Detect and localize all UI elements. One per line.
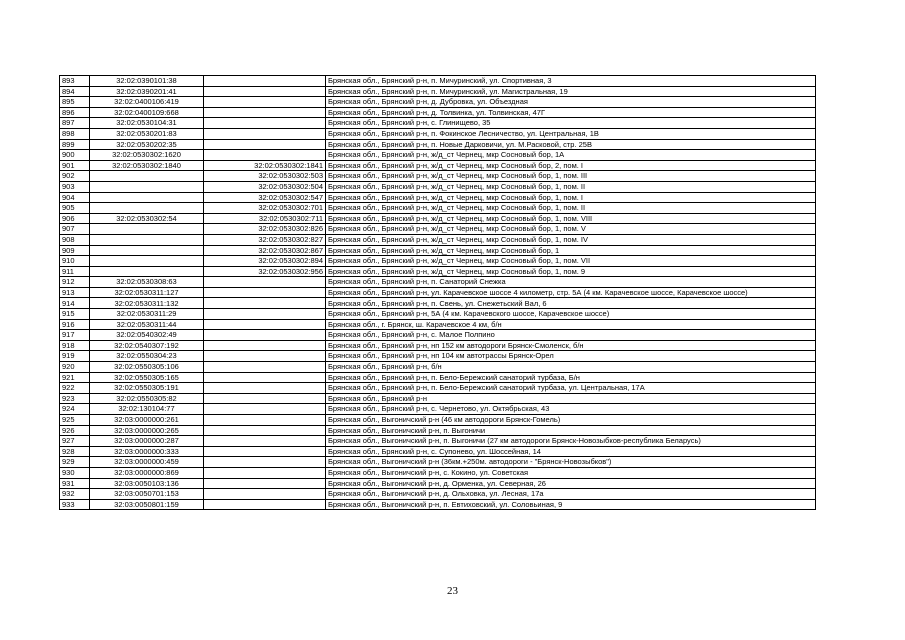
table-row (60, 383, 816, 394)
row-number-cell: 912 (60, 277, 90, 288)
row-number-cell: 905 (60, 203, 90, 214)
address-cell: Брянская обл., Брянский р-н, п. Бело-Бережский санаторий турбаза, ул. Центральная, 17А (326, 383, 816, 394)
row-number-cell: 898 (60, 128, 90, 139)
row-number-cell: 906 (60, 213, 90, 224)
row-number-cell: 913 (60, 287, 90, 298)
cadastral-number-cell (90, 224, 204, 235)
related-cadastral-number-cell (204, 118, 326, 129)
row-number-cell: 901 (60, 160, 90, 171)
row-number-cell: 923 (60, 393, 90, 404)
address-cell: Брянская обл., Выгоничский р-н (46 км автодороги Брянск-Гомель) (326, 415, 816, 426)
cadastral-number-cell: 32:02:0550305:191 (90, 383, 204, 394)
cadastral-number-cell: 32:02:0530311:29 (90, 309, 204, 320)
address-cell: Брянская обл., Брянский р-н, п. Фокинское Лесничество, ул. Центральная, 1В (326, 128, 816, 139)
row-number-cell: 911 (60, 266, 90, 277)
related-cadastral-number-cell (204, 446, 326, 457)
related-cadastral-number-cell (204, 499, 326, 510)
related-cadastral-number-cell: 32:02:0530302:504 (204, 181, 326, 192)
cadastral-number-cell (90, 181, 204, 192)
address-cell: Брянская обл., Брянский р-н, п. Мичуринский, ул. Спортивная, 3 (326, 76, 816, 87)
row-number-cell: 907 (60, 224, 90, 235)
cadastral-number-cell: 32:02:0530104:31 (90, 118, 204, 129)
related-cadastral-number-cell (204, 351, 326, 362)
row-number-cell: 920 (60, 362, 90, 373)
address-cell: Брянская обл., Брянский р-н, ж/д_ст Чернец, мкр Сосновый бор, 1, пом. I (326, 192, 816, 203)
table-row (60, 256, 816, 267)
cadastral-number-cell: 32:03:0000000:333 (90, 446, 204, 457)
related-cadastral-number-cell (204, 393, 326, 404)
address-cell: Брянская обл., Брянский р-н, нп 152 км автодороги Брянск-Смоленск, б/н (326, 340, 816, 351)
cadastral-number-cell (90, 245, 204, 256)
address-cell: Брянская обл., Брянский р-н, с. Чернетово, ул. Октябрьская, 43 (326, 404, 816, 415)
address-cell: Брянская обл., Брянский р-н, 5А (4 км. Карачевского шоссе, Карачевское шоссе) (326, 309, 816, 320)
row-number-cell: 927 (60, 436, 90, 447)
row-number-cell: 919 (60, 351, 90, 362)
related-cadastral-number-cell: 32:02:0530302:1841 (204, 160, 326, 171)
row-number-cell: 910 (60, 256, 90, 267)
cadastral-number-cell: 32:03:0000000:287 (90, 436, 204, 447)
row-number-cell: 908 (60, 234, 90, 245)
row-number-cell: 930 (60, 467, 90, 478)
cadastral-number-cell: 32:03:0050801:159 (90, 499, 204, 510)
table-row (60, 436, 816, 447)
row-number-cell: 931 (60, 478, 90, 489)
related-cadastral-number-cell (204, 107, 326, 118)
row-number-cell: 900 (60, 150, 90, 161)
row-number-cell: 895 (60, 97, 90, 108)
address-cell: Брянская обл., Брянский р-н, п. Новые Дарковичи, ул. М.Расковой, стр. 25В (326, 139, 816, 150)
related-cadastral-number-cell (204, 436, 326, 447)
table-row (60, 277, 816, 288)
table-row (60, 404, 816, 415)
row-number-cell: 932 (60, 489, 90, 500)
address-cell: Брянская обл., Выгоничский р-н, п. Выгоничи (27 км автодороги Брянск-Новозыбков-республика Беларусь) (326, 436, 816, 447)
address-cell: Брянская обл., Брянский р-н, нп 104 км автотрассы Брянск-Орел (326, 351, 816, 362)
row-number-cell: 896 (60, 107, 90, 118)
table-row (60, 97, 816, 108)
related-cadastral-number-cell: 32:02:0530302:701 (204, 203, 326, 214)
address-cell: Брянская обл., Выгоничский р-н, д. Ольховка, ул. Лесная, 17а (326, 489, 816, 500)
related-cadastral-number-cell (204, 489, 326, 500)
address-cell: Брянская обл., Выгоничский р-н, с. Кокино, ул. Советская (326, 467, 816, 478)
related-cadastral-number-cell (204, 404, 326, 415)
cadastral-number-cell: 32:02:0530302:1620 (90, 150, 204, 161)
row-number-cell: 925 (60, 415, 90, 426)
related-cadastral-number-cell (204, 362, 326, 373)
table-row (60, 287, 816, 298)
row-number-cell: 926 (60, 425, 90, 436)
table-row (60, 245, 816, 256)
table-row (60, 128, 816, 139)
table-row (60, 118, 816, 129)
cadastral-number-cell: 32:02:0530302:54 (90, 213, 204, 224)
cadastral-number-cell: 32:02:0530311:44 (90, 319, 204, 330)
cadastral-number-cell: 32:02:0390201:41 (90, 86, 204, 97)
related-cadastral-number-cell (204, 86, 326, 97)
row-number-cell: 897 (60, 118, 90, 129)
address-cell: Брянская обл., Брянский р-н, ж/д_ст Чернец, мкр Сосновый бор, 1, пом. 9 (326, 266, 816, 277)
table-row (60, 489, 816, 500)
related-cadastral-number-cell (204, 330, 326, 341)
address-cell: Брянская обл., Брянский р-н, ж/д_ст Чернец, мкр Сосновый бор, 1 (326, 245, 816, 256)
cadastral-number-cell (90, 192, 204, 203)
address-cell: Брянская обл., Выгоничский р-н (36км.+250м. автодороги - "Брянск-Новозыбков") (326, 457, 816, 468)
related-cadastral-number-cell: 32:02:0530302:867 (204, 245, 326, 256)
related-cadastral-number-cell: 32:02:0530302:826 (204, 224, 326, 235)
table-row (60, 415, 816, 426)
row-number-cell: 904 (60, 192, 90, 203)
table-row (60, 425, 816, 436)
table-row (60, 192, 816, 203)
registry-table (59, 75, 816, 510)
cadastral-number-cell (90, 266, 204, 277)
cadastral-number-cell: 32:02:0550305:106 (90, 362, 204, 373)
cadastral-number-cell: 32:03:0000000:265 (90, 425, 204, 436)
related-cadastral-number-cell: 32:02:0530302:894 (204, 256, 326, 267)
row-number-cell: 922 (60, 383, 90, 394)
related-cadastral-number-cell (204, 277, 326, 288)
cadastral-number-cell: 32:03:0050701:153 (90, 489, 204, 500)
related-cadastral-number-cell: 32:02:0530302:711 (204, 213, 326, 224)
related-cadastral-number-cell (204, 372, 326, 383)
related-cadastral-number-cell: 32:02:0530302:503 (204, 171, 326, 182)
table-row (60, 478, 816, 489)
address-cell: Брянская обл., Брянский р-н, с. Супонево, ул. Шоссейная, 14 (326, 446, 816, 457)
cadastral-number-cell: 32:02:0400106:419 (90, 97, 204, 108)
page-number: 23 (447, 585, 458, 597)
address-cell: Брянская обл., Брянский р-н, с. Малое Полпино (326, 330, 816, 341)
cadastral-number-cell (90, 256, 204, 267)
row-number-cell: 902 (60, 171, 90, 182)
address-cell: Брянская обл., Брянский р-н, ж/д_ст Чернец, мкр Сосновый бор, 2, пом. I (326, 160, 816, 171)
table-row (60, 86, 816, 97)
cadastral-number-cell: 32:03:0000000:869 (90, 467, 204, 478)
table-row (60, 309, 816, 320)
table-row (60, 457, 816, 468)
table-row (60, 467, 816, 478)
row-number-cell: 899 (60, 139, 90, 150)
row-number-cell: 916 (60, 319, 90, 330)
related-cadastral-number-cell: 32:02:0530302:547 (204, 192, 326, 203)
row-number-cell: 909 (60, 245, 90, 256)
related-cadastral-number-cell (204, 298, 326, 309)
address-cell: Брянская обл., Выгоничский р-н, п. Евтиховский, ул. Соловьиная, 9 (326, 499, 816, 510)
cadastral-number-cell: 32:02:0530311:132 (90, 298, 204, 309)
related-cadastral-number-cell (204, 287, 326, 298)
address-cell: Брянская обл., Брянский р-н, п. Бело-Бережский санаторий турбаза, Б/н (326, 372, 816, 383)
table-row (60, 319, 816, 330)
address-cell: Брянская обл., Брянский р-н, ул. Карачевское шоссе 4 километр, стр. 5А (4 км. Карачевское шоссе, Карачевское шоссе) (326, 287, 816, 298)
cadastral-number-cell: 32:03:0050103:136 (90, 478, 204, 489)
address-cell: Брянская обл., Брянский р-н, п. Свень, ул. Снежетьский Вал, 6 (326, 298, 816, 309)
cadastral-number-cell (90, 234, 204, 245)
cadastral-number-cell: 32:02:0540302:49 (90, 330, 204, 341)
row-number-cell: 915 (60, 309, 90, 320)
address-cell: Брянская обл., Брянский р-н, ж/д_ст Чернец, мкр Сосновый бор, 1, пом. IV (326, 234, 816, 245)
row-number-cell: 933 (60, 499, 90, 510)
cadastral-number-cell: 32:02:0530302:1840 (90, 160, 204, 171)
cadastral-number-cell (90, 203, 204, 214)
related-cadastral-number-cell: 32:02:0530302:827 (204, 234, 326, 245)
table-row (60, 203, 816, 214)
row-number-cell: 903 (60, 181, 90, 192)
table-row (60, 393, 816, 404)
address-cell: Брянская обл., Выгоничский р-н, п. Выгоничи (326, 425, 816, 436)
cadastral-number-cell: 32:02:0530308:63 (90, 277, 204, 288)
cadastral-number-cell: 32:02:0530311:127 (90, 287, 204, 298)
table-row (60, 298, 816, 309)
cadastral-number-cell: 32:02:0390101:38 (90, 76, 204, 87)
row-number-cell: 924 (60, 404, 90, 415)
table-row (60, 330, 816, 341)
table-row (60, 446, 816, 457)
address-cell: Брянская обл., г. Брянск, ш. Карачевское 4 км, б/н (326, 319, 816, 330)
related-cadastral-number-cell (204, 139, 326, 150)
address-cell: Брянская обл., Брянский р-н, ж/д_ст Чернец, мкр Сосновый бор, 1А (326, 150, 816, 161)
address-cell: Брянская обл., Брянский р-н, ж/д_ст Чернец, мкр Сосновый бор, 1, пом. II (326, 181, 816, 192)
row-number-cell: 914 (60, 298, 90, 309)
cadastral-number-cell: 32:02:0530202:35 (90, 139, 204, 150)
table-row (60, 171, 816, 182)
table-row (60, 362, 816, 373)
table-row (60, 234, 816, 245)
row-number-cell: 893 (60, 76, 90, 87)
address-cell: Брянская обл., Брянский р-н, ж/д_ст Чернец, мкр Сосновый бор, 1, пом. V (326, 224, 816, 235)
address-cell: Брянская обл., Брянский р-н, ж/д_ст Чернец, мкр Сосновый бор, 1, пом. III (326, 171, 816, 182)
table-row (60, 372, 816, 383)
address-cell: Брянская обл., Брянский р-н, б/н (326, 362, 816, 373)
cadastral-number-cell (90, 171, 204, 182)
address-cell: Брянская обл., Брянский р-н, ж/д_ст Чернец, мкр Сосновый бор, 1, пом. II (326, 203, 816, 214)
address-cell: Брянская обл., Брянский р-н, д. Толвинка, ул. Толвинская, 47Г (326, 107, 816, 118)
related-cadastral-number-cell (204, 340, 326, 351)
table-row (60, 181, 816, 192)
related-cadastral-number-cell (204, 467, 326, 478)
table-row (60, 213, 816, 224)
cadastral-number-cell: 32:02:130104:77 (90, 404, 204, 415)
table-row (60, 139, 816, 150)
address-cell: Брянская обл., Брянский р-н, с. Глинищево, 35 (326, 118, 816, 129)
address-cell: Брянская обл., Выгоничский р-н, д. Орменка, ул. Северная, 26 (326, 478, 816, 489)
address-cell: Брянская обл., Брянский р-н, п. Мичуринский, ул. Магистральная, 19 (326, 86, 816, 97)
related-cadastral-number-cell (204, 415, 326, 426)
cadastral-number-cell: 32:03:0000000:459 (90, 457, 204, 468)
table-row (60, 340, 816, 351)
cadastral-number-cell: 32:02:0530201:83 (90, 128, 204, 139)
table-row (60, 160, 816, 171)
row-number-cell: 894 (60, 86, 90, 97)
row-number-cell: 918 (60, 340, 90, 351)
cadastral-number-cell: 32:02:0550305:165 (90, 372, 204, 383)
related-cadastral-number-cell (204, 425, 326, 436)
cadastral-number-cell: 32:02:0550305:82 (90, 393, 204, 404)
related-cadastral-number-cell (204, 128, 326, 139)
row-number-cell: 917 (60, 330, 90, 341)
related-cadastral-number-cell (204, 478, 326, 489)
related-cadastral-number-cell (204, 97, 326, 108)
cadastral-number-cell: 32:03:0000000:261 (90, 415, 204, 426)
table-row (60, 224, 816, 235)
address-cell: Брянская обл., Брянский р-н, п. Санаторий Снежка (326, 277, 816, 288)
address-cell: Брянская обл., Брянский р-н, ж/д_ст Чернец, мкр Сосновый бор, 1, пом. VIII (326, 213, 816, 224)
related-cadastral-number-cell (204, 383, 326, 394)
related-cadastral-number-cell (204, 319, 326, 330)
table-row (60, 150, 816, 161)
related-cadastral-number-cell (204, 457, 326, 468)
table-row (60, 76, 816, 87)
row-number-cell: 929 (60, 457, 90, 468)
address-cell: Брянская обл., Брянский р-н, ж/д_ст Чернец, мкр Сосновый бор, 1, пом. VII (326, 256, 816, 267)
cadastral-number-cell: 32:02:0550304:23 (90, 351, 204, 362)
row-number-cell: 928 (60, 446, 90, 457)
related-cadastral-number-cell (204, 76, 326, 87)
table-row (60, 351, 816, 362)
cadastral-number-cell: 32:02:0540307:192 (90, 340, 204, 351)
related-cadastral-number-cell (204, 150, 326, 161)
row-number-cell: 921 (60, 372, 90, 383)
cadastral-number-cell: 32:02:0400109:668 (90, 107, 204, 118)
address-cell: Брянская обл., Брянский р-н, д. Дубровка, ул. Объездная (326, 97, 816, 108)
related-cadastral-number-cell (204, 309, 326, 320)
related-cadastral-number-cell: 32:02:0530302:956 (204, 266, 326, 277)
table-row (60, 266, 816, 277)
table-row (60, 499, 816, 510)
address-cell: Брянская обл., Брянский р-н (326, 393, 816, 404)
table-row (60, 107, 816, 118)
registry-table-body (60, 76, 816, 510)
